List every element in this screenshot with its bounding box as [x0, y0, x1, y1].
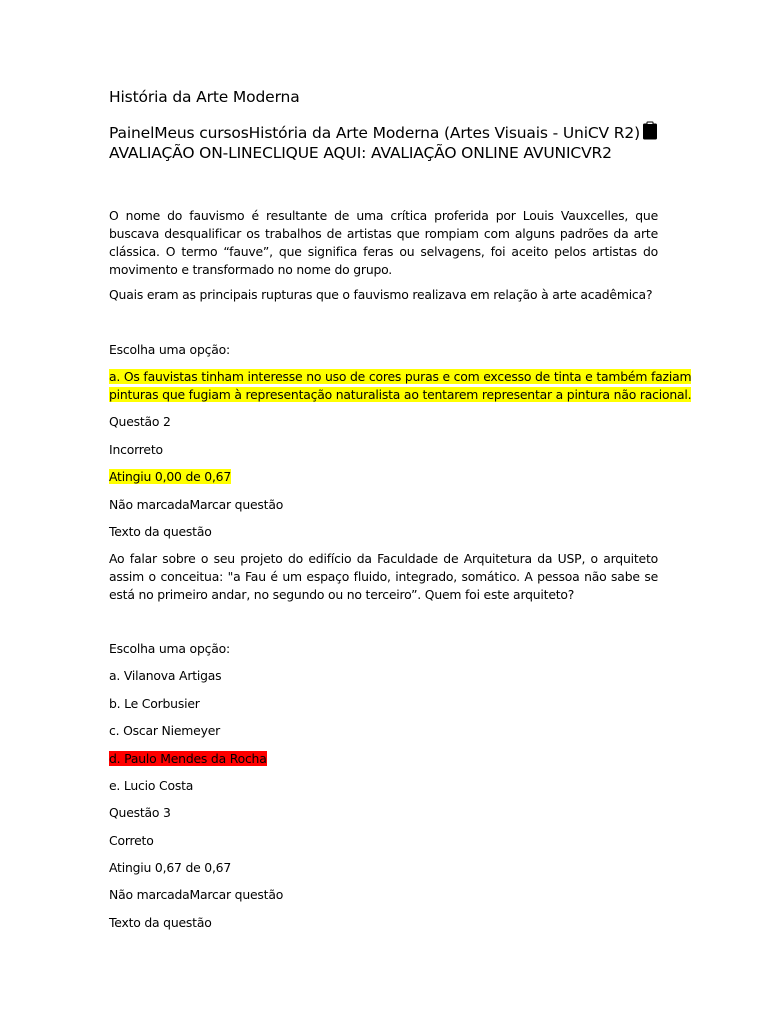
option-d[interactable] [109, 750, 267, 768]
question-1-prompt: Quais eram as principais rupturas que o fauvismo realizava em relação à arte acadêmica? [109, 287, 653, 302]
question-2-text-label: Texto da questão [109, 524, 212, 539]
clipboard-icon [642, 121, 658, 144]
question-2-status: Incorreto [109, 442, 163, 457]
selected-answer-line-2: pinturas que fugiam à representação naturalista ao tentarem representar a pintura não racional. [109, 387, 692, 402]
option-a[interactable]: a. Vilanova Artigas [109, 668, 222, 683]
question-2-grade [109, 468, 231, 486]
course-title: História da Arte Moderna [109, 88, 300, 106]
question-2-text: Ao falar sobre o seu projeto do edifício da Faculdade de Arquitetura da USP, o arquiteto assim o conceitua: "a Fau é um espaço fluido, integrado, somático. A pessoa não sabe se está no primeiro andar, no segundo ou no terceiro”. Quem foi este arquiteto? [109, 551, 658, 602]
question-3-flag[interactable]: Não marcadaMarcar questão [109, 887, 284, 902]
option-c[interactable]: c. Oscar Niemeyer [109, 723, 221, 738]
selected-answer-line-1: a. Os fauvistas tinham interesse no uso de cores puras e com excesso de tinta e também faziam [109, 369, 692, 384]
selected-wrong-answer: d. Paulo Mendes da Rocha [109, 751, 267, 766]
grade-text: Atingiu 0,00 de 0,67 [109, 469, 232, 484]
question-3-grade: Atingiu 0,67 de 0,67 [109, 860, 232, 875]
option-e[interactable]: e. Lucio Costa [109, 778, 194, 793]
question-3-status: Correto [109, 833, 154, 848]
question-3-text-label: Texto da questão [109, 915, 212, 930]
question-2-number: Questão 2 [109, 414, 171, 429]
choose-option-label: Escolha uma opção: [109, 641, 230, 656]
option-b[interactable]: b. Le Corbusier [109, 696, 200, 711]
question-2-flag[interactable]: Não marcadaMarcar questão [109, 497, 284, 512]
breadcrumb-line-2: AVALIAÇÃO ON-LINECLIQUE AQUI: AVALIAÇÃO ONLINE AVUNICVR2 [109, 144, 612, 162]
question-3-number: Questão 3 [109, 805, 171, 820]
choose-option-label: Escolha uma opção: [109, 342, 230, 357]
question-1-selected-answer[interactable] [109, 368, 691, 404]
breadcrumb-line-1: PainelMeus cursosHistória da Arte Moderna (Artes Visuais - UniCV R2) [109, 124, 641, 142]
question-1-text: O nome do fauvismo é resultante de uma crítica proferida por Louis Vauxcelles, que buscava desqualificar os trabalhos de artistas que rompiam com alguns padrões da arte clássica. O termo “fauve”, que significa feras ou selvagens, foi aceito pelos artistas do movimento e transformado no nome do grupo. [109, 208, 658, 277]
breadcrumb [109, 121, 658, 144]
